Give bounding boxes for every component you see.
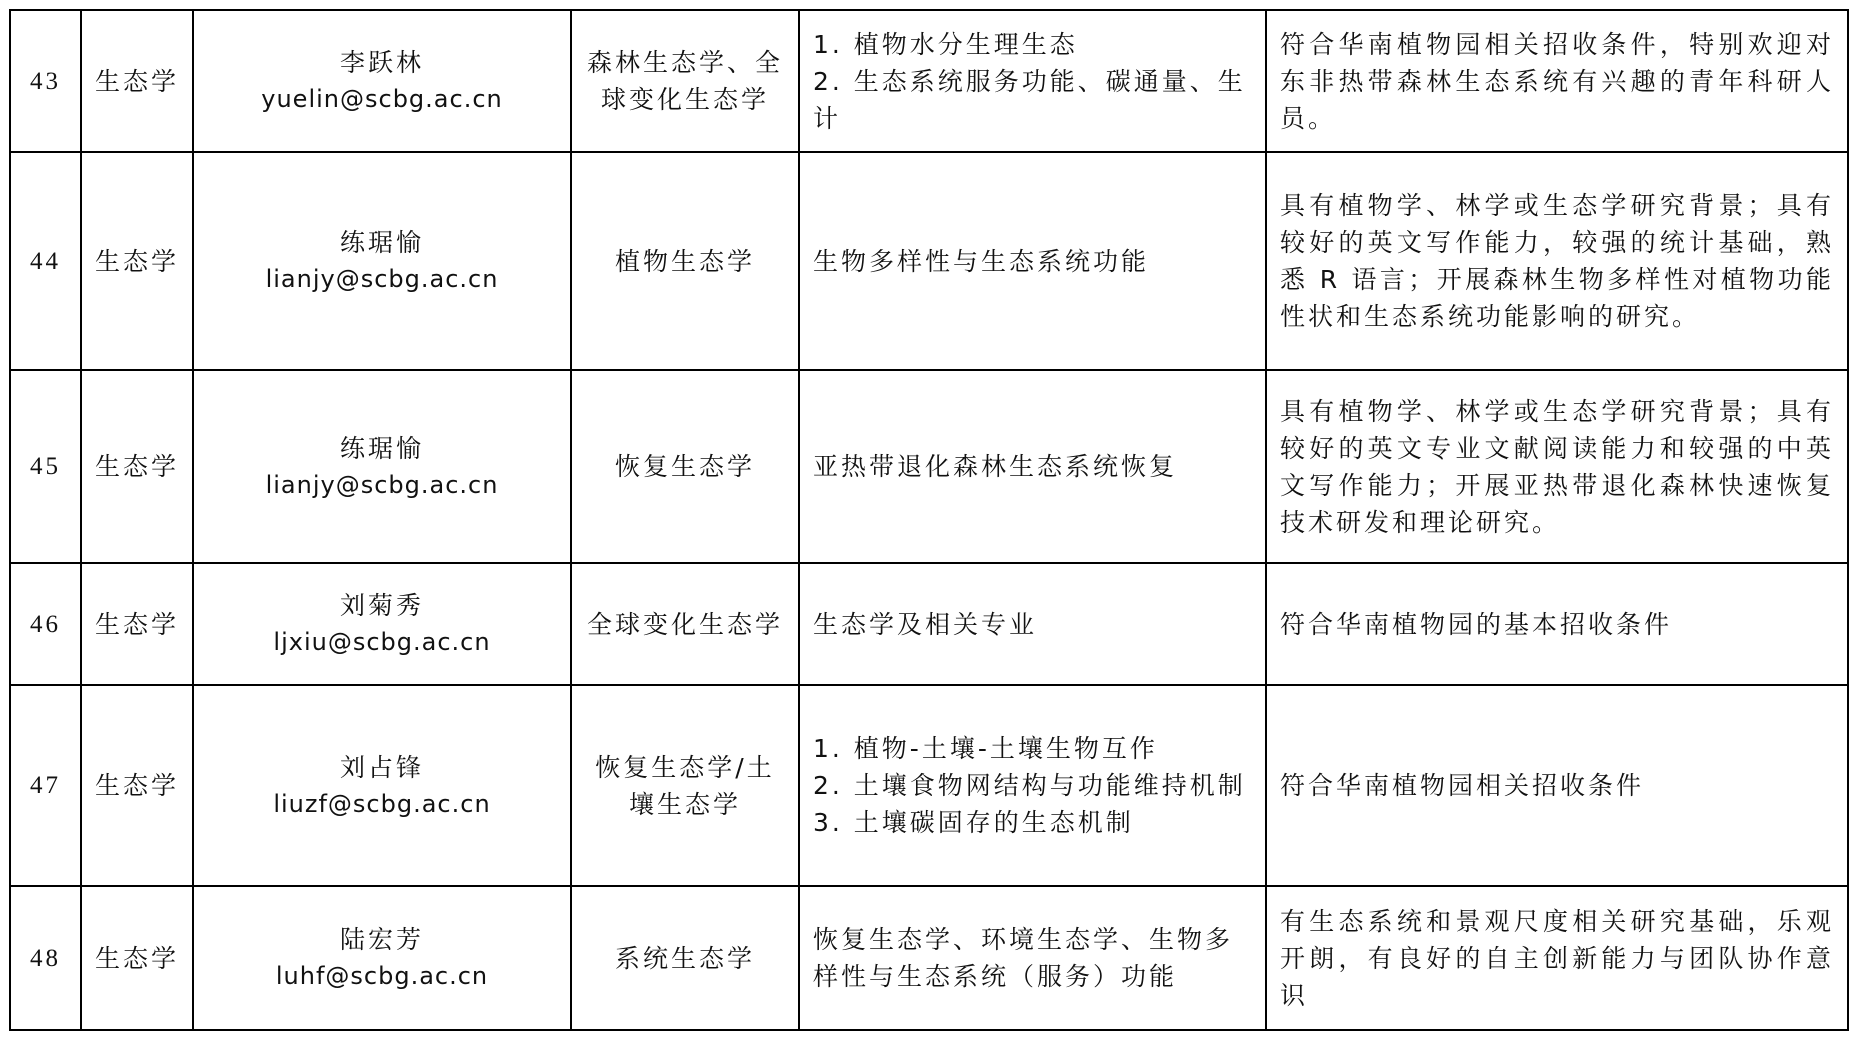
supervisor-name: 李跃林	[339, 48, 424, 77]
table-row	[10, 10, 1848, 152]
supervisor-email: liuzf@scbg.ac.cn	[273, 789, 491, 818]
research-direction-item: 3. 土壤碳固存的生态机制	[813, 808, 1134, 837]
table-row	[10, 152, 1848, 370]
row-number: 43	[10, 10, 81, 152]
supervisor-name: 练琚愉	[339, 433, 424, 463]
research-direction-cell	[799, 685, 1266, 886]
research-direction-item: 1. 植物水分生理生态	[813, 29, 1078, 59]
research-direction-cell	[799, 152, 1266, 370]
discipline-cell: 生态学	[81, 685, 193, 886]
supervisor-table	[9, 9, 1849, 1031]
research-direction-cell	[799, 886, 1266, 1030]
research-field-cell: 系统生态学	[571, 886, 799, 1030]
table-row	[10, 685, 1848, 886]
supervisor-cell	[193, 563, 571, 685]
row-number: 44	[10, 152, 81, 370]
supervisor-email: luhf@scbg.ac.cn	[275, 962, 489, 990]
requirements-cell: 符合华南植物园相关招收条件	[1266, 685, 1848, 886]
research-direction-item: 生态学及相关专业	[813, 609, 1038, 639]
table-row	[10, 370, 1848, 563]
research-direction-item: 生物多样性与生态系统功能	[813, 246, 1150, 276]
requirements-cell: 具有植物学、林学或生态学研究背景；具有较好的英文写作能力，较强的统计基础，熟悉 R 语言；开展森林生物多样性对植物功能性状和生态系统功能影响的研究。	[1266, 152, 1848, 370]
supervisor-name: 刘菊秀	[339, 591, 424, 620]
research-field-cell: 森林生态学、全球变化生态学	[571, 10, 799, 152]
supervisor-email: lianjy@scbg.ac.cn	[265, 470, 499, 499]
research-field-cell: 植物生态学	[571, 152, 799, 370]
research-direction-cell	[799, 10, 1266, 152]
research-direction-item: 亚热带退化森林生态系统恢复	[813, 452, 1178, 481]
discipline-cell: 生态学	[81, 563, 193, 685]
research-direction-cell	[799, 370, 1266, 563]
research-field-cell: 恢复生态学	[571, 370, 799, 563]
table-row	[10, 886, 1848, 1030]
row-number: 46	[10, 563, 81, 685]
supervisor-email: lianjy@scbg.ac.cn	[265, 265, 499, 293]
research-field-cell: 全球变化生态学	[571, 563, 799, 685]
requirements-cell: 具有植物学、林学或生态学研究背景；具有较好的英文专业文献阅读能力和较强的中英文写作能力；开展亚热带退化森林快速恢复技术研发和理论研究。	[1266, 370, 1848, 563]
table-body	[10, 10, 1848, 1030]
requirements-cell: 符合华南植物园的基本招收条件	[1266, 563, 1848, 685]
row-number: 48	[10, 886, 81, 1030]
discipline-cell: 生态学	[81, 152, 193, 370]
research-direction-item: 1. 植物-土壤-土壤生物互作	[813, 734, 1158, 763]
research-direction-item: 2. 生态系统服务功能、碳通量、生计	[813, 66, 1246, 133]
requirements-cell: 符合华南植物园相关招收条件，特别欢迎对东非热带森林生态系统有兴趣的青年科研人员。	[1266, 10, 1848, 152]
supervisor-cell	[193, 886, 571, 1030]
discipline-cell: 生态学	[81, 10, 193, 152]
supervisor-cell	[193, 10, 571, 152]
row-number: 47	[10, 685, 81, 886]
supervisor-name: 陆宏芳	[339, 925, 424, 954]
research-field-cell: 恢复生态学/土壤生态学	[571, 685, 799, 886]
requirements-cell: 有生态系统和景观尺度相关研究基础，乐观开朗，有良好的自主创新能力与团队协作意识	[1266, 886, 1848, 1030]
research-direction-item: 恢复生态学、环境生态学、生物多样性与生态系统（服务）功能	[813, 925, 1234, 991]
supervisor-email: yuelin@scbg.ac.cn	[261, 85, 503, 113]
document-page	[9, 9, 1847, 1031]
supervisor-cell	[193, 152, 571, 370]
row-number: 45	[10, 370, 81, 563]
supervisor-name: 刘占锋	[339, 752, 424, 782]
research-direction-cell	[799, 563, 1266, 685]
research-direction-item: 2. 土壤食物网结构与功能维持机制	[813, 771, 1246, 800]
supervisor-cell	[193, 685, 571, 886]
supervisor-name: 练琚愉	[339, 228, 424, 257]
table-row	[10, 563, 1848, 685]
supervisor-email: ljxiu@scbg.ac.cn	[273, 628, 491, 656]
discipline-cell: 生态学	[81, 886, 193, 1030]
supervisor-cell	[193, 370, 571, 563]
discipline-cell: 生态学	[81, 370, 193, 563]
